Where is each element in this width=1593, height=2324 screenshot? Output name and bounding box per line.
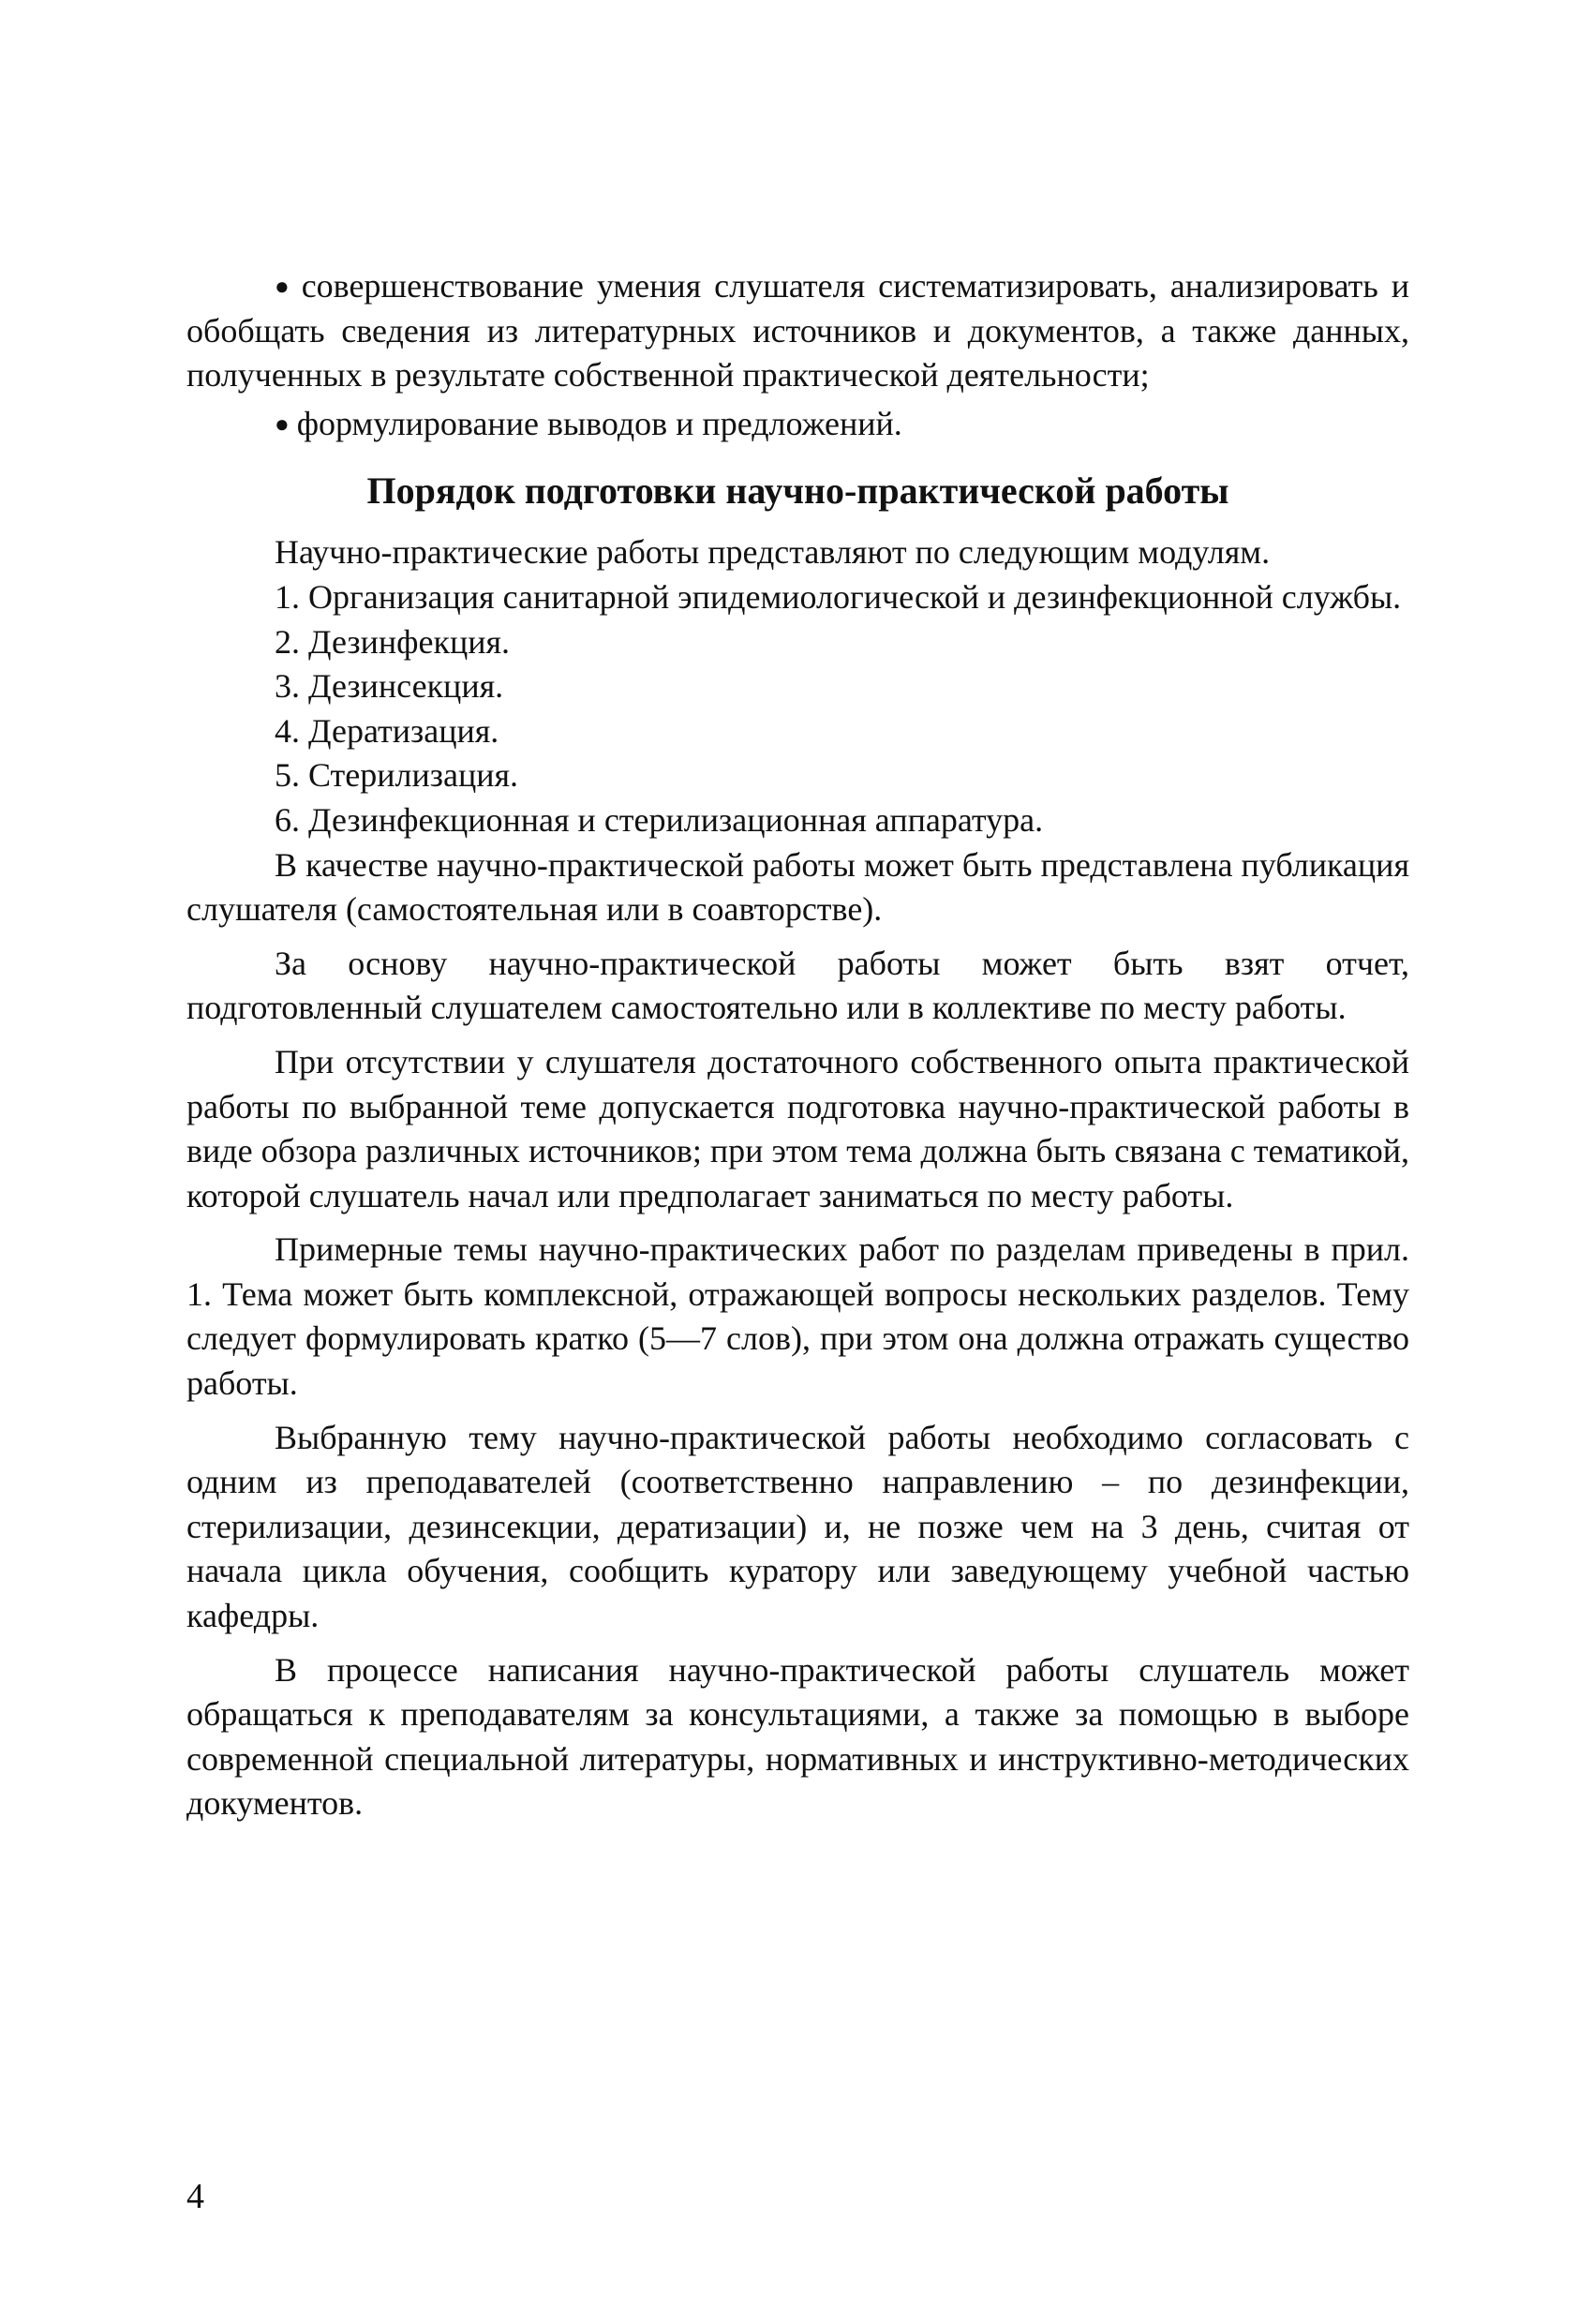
bullet-icon: ● — [275, 410, 290, 438]
module-item: 4. Дератизация. — [275, 711, 499, 750]
bullet-item: ● совершенствование умения слушателя систематизировать, анализировать и обобщать сведения из литературных источников и документов, а также данных, полученных в результате собственной практической деятельности; — [186, 267, 1409, 395]
body-paragraph: При отсутствии у слушателя достаточного собственного опыта практической работы по выбранной теме допускается подготовка научно-практической работы в виде обзора различных источников; при этом тема должна быть связана с тематикой, которой слушатель начал или предполагает заниматься по месту работы. — [186, 1042, 1409, 1214]
module-item: 2. Дезинфекция. — [275, 622, 511, 661]
body-paragraph: В качестве научно-практической работы может быть представлена публикация слушателя (самостоятельная или в соавторстве). — [186, 845, 1409, 929]
body-paragraph: В процессе написания научно-практической работы слушатель может обращаться к преподавателям за консультациями, а также за помощью в выборе современной специальной литературы, нормативных и инструктивно-методических документов. — [186, 1650, 1409, 1823]
module-item: 3. Дезинсекция. — [275, 667, 504, 706]
body-paragraph: Выбранную тему научно-практической работы необходимо согласовать с одним из преподавателей (соответственно направлению – по дезинфекции, стерилизации, дезинсекции, дератизации) и, не позже чем на 3 день, считая от начала цикла обучения, сообщить куратору или заведующему учебной частью кафедры. — [186, 1418, 1409, 1635]
module-item: 5. Стерилизация. — [275, 756, 519, 795]
section-heading: Порядок подготовки научно-практической работы — [366, 469, 1229, 513]
bullet-item: ● формулирование выводов и предложений. — [275, 404, 902, 442]
bullet-icon: ● — [275, 273, 294, 300]
module-item: 1. Организация санитарной эпидемиологической и дезинфекционной службы. — [275, 577, 1402, 616]
page-content — [186, 264, 1409, 1836]
module-item: 6. Дезинфекционная и стерилизационная аппаратура. — [275, 800, 1044, 839]
intro-paragraph: Научно-практические работы представляют по следующим модулям. — [275, 533, 1271, 572]
body-paragraph: За основу научно-практической работы может быть взят отчет, подготовленный слушателем самостоятельно или в коллективе по месту работы. — [186, 944, 1409, 1027]
body-paragraph: Примерные темы научно-практических работ по разделам приведены в прил. 1. Тема может быть комплексной, отражающей вопросы нескольких разделов. Тему следует формулировать кратко (5—7 слов), при этом она должна отражать существо работы. — [186, 1230, 1409, 1403]
page-number: 4 — [186, 2177, 204, 2216]
